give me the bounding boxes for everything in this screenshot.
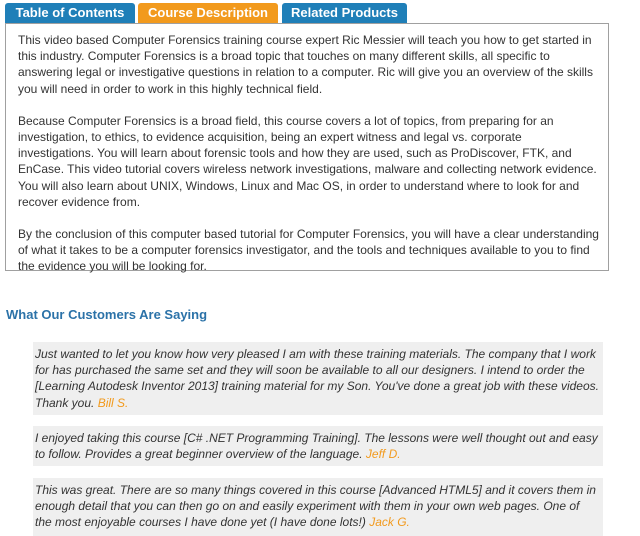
testimonial-text: Just wanted to let you know how very pleased I am with these training materials. The company that I work for has purchased the same set and they will soon be available to all our designers. I intend to order the [Learning Autodesk Inventor 2013] training material for my Son. You've done a great job with these videos. Thank you. <box>35 347 599 410</box>
course-description-panel <box>5 23 609 274</box>
description-paragraph: By the conclusion of this computer based tutorial for Computer Forensics, you will have a clear understanding of what it takes to be a computer forensics investigator, and the tools and techniques available to you to find the evidence you will be looking for. <box>18 227 599 274</box>
description-paragraph: This video based Computer Forensics training course expert Ric Messier will teach you how to get started in this industry. Computer Forensics is a broad topic that touches on many different skills, all specific to answering legal or investigative questions in relation to a computer. Ric will give you an overview of the skills you will need in order to work in this highly technical field. <box>18 33 593 96</box>
testimonial-author: Jeff D. <box>365 447 401 462</box>
testimonial-text: This was great. There are so many things covered in this course [Advanced HTML5] and it covers them in enough detail that you can then go on and easily experiment with them in your own web pages. One of the most enjoyable courses I have done yet (I have done lots!) <box>35 483 596 530</box>
testimonial <box>33 478 603 536</box>
testimonial-text: I enjoyed taking this course [C# .NET Programming Training]. The lessons were well thought out and easy to follow. Provides a great beginner overview of the language. <box>35 431 598 462</box>
customers-heading: What Our Customers Are Saying <box>6 307 208 322</box>
description-paragraph: Because Computer Forensics is a broad field, this course covers a lot of topics, from preparing for an investigation, to ethics, to evidence acquisition, being an expert witness and legal vs. corporate investigations. You will learn about forensic tools and how they are used, such as ProDiscover, FTK, and EnCase. This video tutorial covers wireless network investigations, malware and collecting network evidence. You will also learn about UNIX, Windows, Linux and Mac OS, in order to understand where to look for and recover evidence from. <box>18 113 597 209</box>
testimonial <box>33 342 603 415</box>
testimonial <box>33 426 603 466</box>
tab-table-of-contents[interactable]: Table of Contents <box>5 3 135 23</box>
testimonial-author: Bill S. <box>97 395 129 410</box>
testimonial-author: Jack G. <box>369 515 410 530</box>
tab-course-description[interactable]: Course Description <box>138 3 278 23</box>
tab-related-products[interactable]: Related Products <box>282 3 407 23</box>
